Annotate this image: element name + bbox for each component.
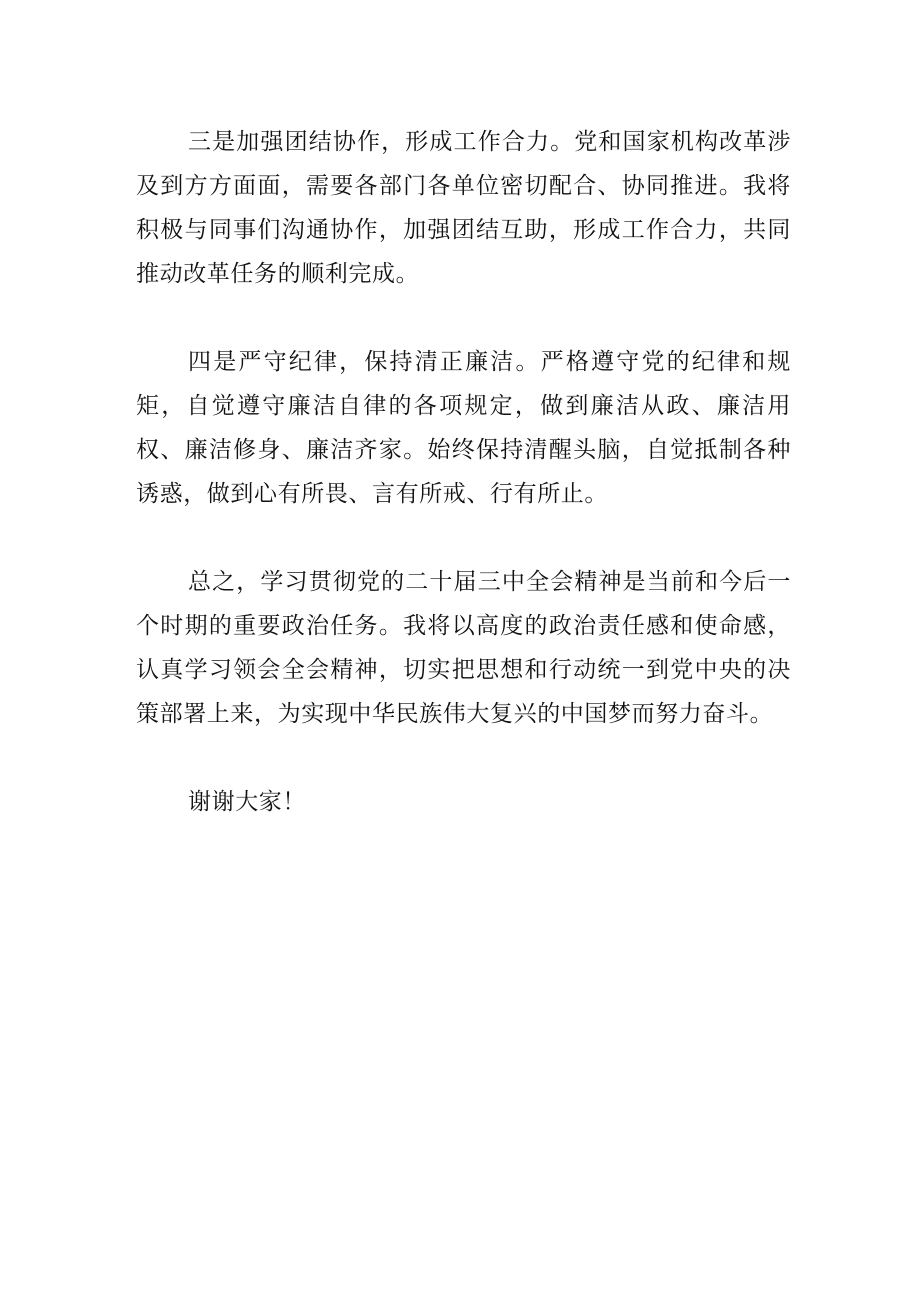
paragraph-unity-cooperation: 三是加强团结协作，形成工作合力。党和国家机构改革涉及到方方面面，需要各部门各单位密切配合、协同推进。我将积极与同事们沟通协作，加强团结互助，形成工作合力，共同推动改革任务的顺利完成。 [136,129,791,287]
paragraph-conclusion: 总之，学习贯彻党的二十届三中全会精神是当前和今后一个时期的重要政治任务。我将以高度的政治责任感和使命感，认真学习领会全会精神，切实把思想和行动统一到党中央的决策部署上来，为实现中华民族伟大复兴的中国梦而努力奋斗。 [136,569,791,727]
document-body [136,120,791,824]
paragraph-discipline-integrity: 四是严守纪律，保持清正廉洁。严格遵守党的纪律和规矩，自觉遵守廉洁自律的各项规定，做到廉洁从政、廉洁用权、廉洁修身、廉洁齐家。始终保持清醒头脑，自觉抵制各种诱惑，做到心有所畏、言有所戒、行有所止。 [136,349,791,507]
paragraph-thanks: 谢谢大家！ [188,789,306,815]
